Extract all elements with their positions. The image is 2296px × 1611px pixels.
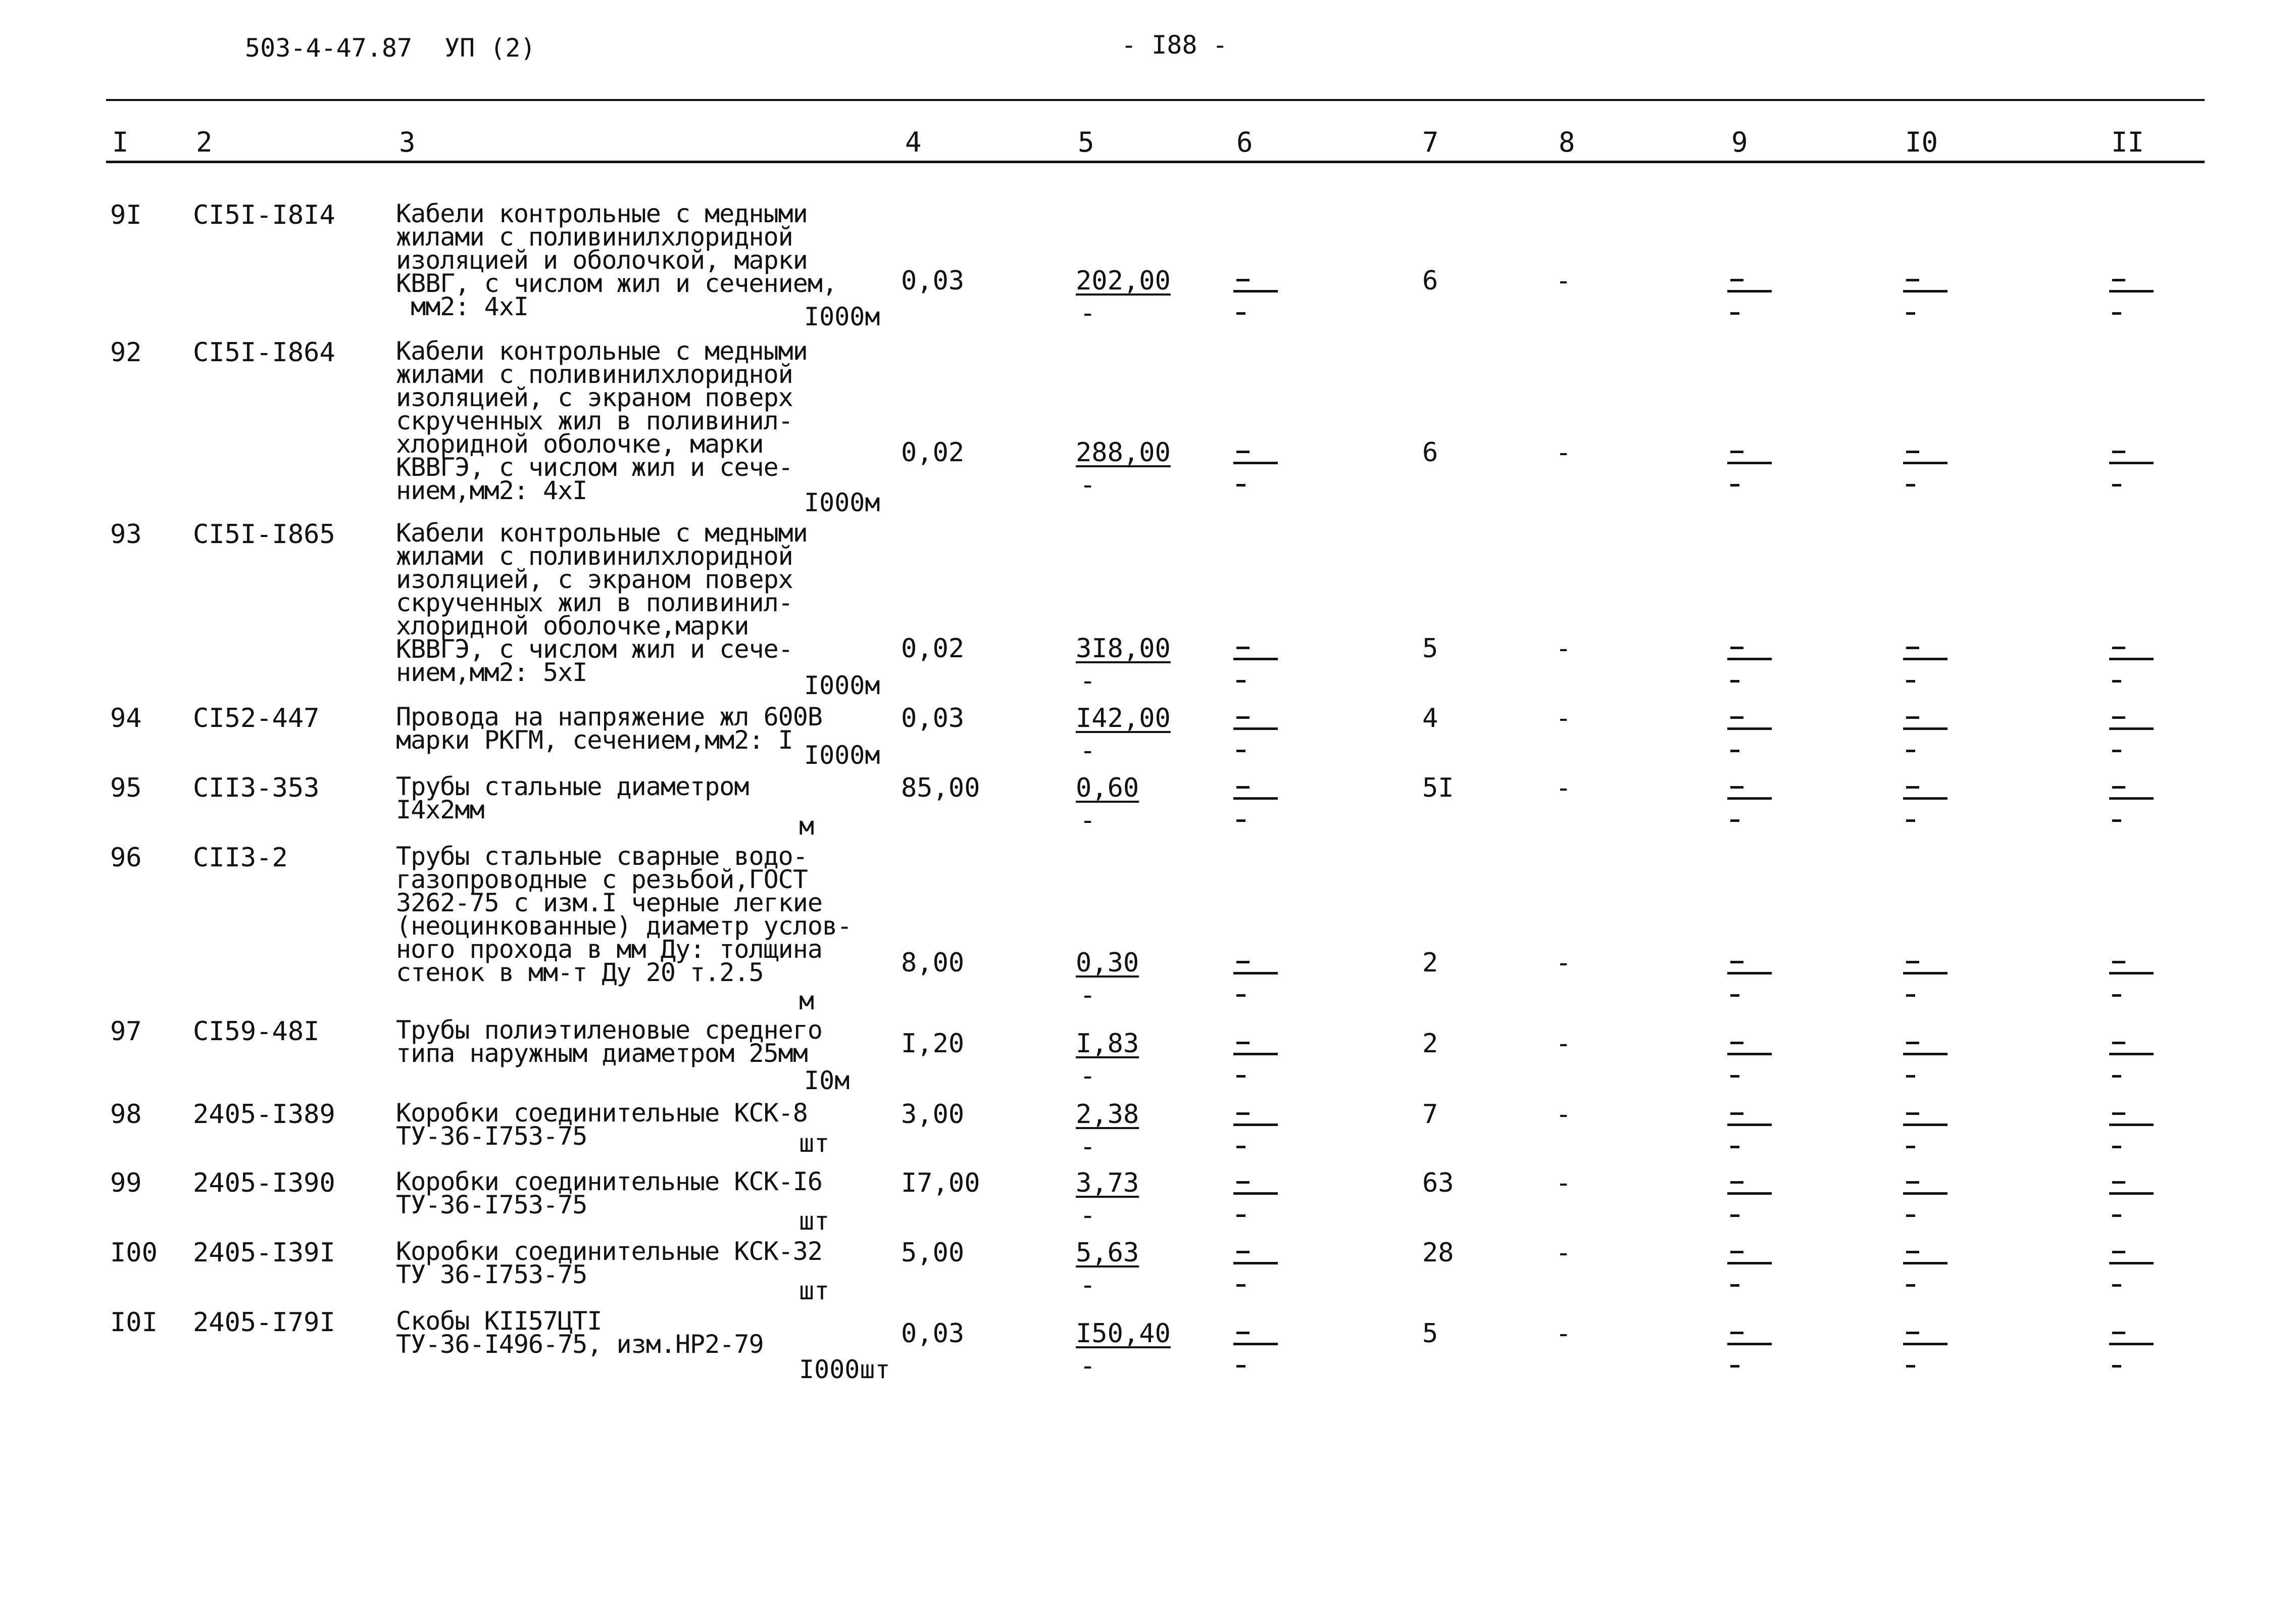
col-9-empty-mark bbox=[1727, 1099, 1773, 1150]
col-6-empty-mark bbox=[1233, 1238, 1279, 1288]
col-9-empty-mark bbox=[1727, 266, 1773, 316]
unit-price: 202,00 bbox=[1076, 266, 1171, 296]
dash-top-stroke bbox=[1236, 961, 1250, 963]
quantity: 0,03 bbox=[901, 266, 965, 296]
dash-underline-stroke bbox=[1903, 1124, 1948, 1126]
header-rule bbox=[106, 161, 2205, 163]
unit-of-measure: шт bbox=[799, 1206, 830, 1236]
dash-underline-stroke bbox=[1233, 1053, 1278, 1055]
col-3-header: 3 bbox=[399, 126, 416, 158]
dash-top-stroke bbox=[2112, 961, 2125, 963]
dash-bottom-stroke bbox=[1730, 1075, 1739, 1078]
dash-bottom-stroke bbox=[1906, 1284, 1915, 1287]
col-11-empty-mark bbox=[2109, 773, 2155, 823]
col-10-empty-mark bbox=[1903, 1319, 1949, 1369]
col-7-value: 63 bbox=[1422, 1168, 1454, 1198]
dash-top-stroke bbox=[1730, 279, 1743, 281]
col-6-header: 6 bbox=[1236, 126, 1253, 158]
row-number: 94 bbox=[110, 703, 142, 734]
dash-bottom-stroke bbox=[1236, 994, 1245, 997]
dash-underline-stroke bbox=[1727, 658, 1772, 660]
dash-underline-stroke bbox=[1727, 972, 1772, 974]
dash-bottom-stroke bbox=[1236, 1214, 1245, 1217]
col-11-empty-mark bbox=[2109, 1029, 2155, 1079]
dash-top-stroke bbox=[1236, 451, 1250, 453]
col-8-dash: - bbox=[1556, 773, 1572, 803]
dash-underline-stroke bbox=[2109, 290, 2154, 292]
rate-code: 2405-I39I bbox=[193, 1238, 335, 1268]
dash-bottom-stroke bbox=[2112, 1284, 2121, 1287]
dash-bottom-stroke bbox=[1906, 1146, 1915, 1148]
quantity: 5,00 bbox=[901, 1238, 965, 1268]
dash-top-stroke bbox=[1906, 1332, 1919, 1334]
col-11-empty-mark bbox=[2109, 703, 2155, 754]
unit-of-measure: м bbox=[799, 811, 815, 841]
unit-price-denominator: - bbox=[1080, 1270, 1096, 1300]
dash-bottom-stroke bbox=[1906, 680, 1915, 682]
dash-bottom-stroke bbox=[1730, 750, 1739, 752]
dash-top-stroke bbox=[1236, 1042, 1250, 1044]
col-9-empty-mark bbox=[1727, 437, 1773, 488]
item-description: Скобы КII57ЦТI ТУ-36-I496-75, изм.НР2-79 bbox=[396, 1306, 764, 1359]
dash-bottom-stroke bbox=[1906, 312, 1915, 315]
col-11-empty-mark bbox=[2109, 1099, 2155, 1150]
col-2-header: 2 bbox=[196, 126, 213, 158]
dash-top-stroke bbox=[2112, 1042, 2125, 1044]
unit-price: I42,00 bbox=[1076, 703, 1171, 734]
col-6-empty-mark bbox=[1233, 948, 1279, 998]
quantity: 0,03 bbox=[901, 703, 965, 734]
dash-top-stroke bbox=[1236, 1181, 1250, 1184]
col-8-dash: - bbox=[1556, 703, 1572, 734]
dash-top-stroke bbox=[2112, 1112, 2125, 1115]
unit-price-denominator: - bbox=[1080, 1351, 1096, 1381]
dash-top-stroke bbox=[1236, 647, 1250, 649]
col-8-dash: - bbox=[1556, 1099, 1572, 1130]
rate-code: CI52-447 bbox=[193, 703, 320, 734]
top-rule bbox=[106, 99, 2205, 101]
dash-underline-stroke bbox=[1727, 797, 1772, 800]
dash-underline-stroke bbox=[1903, 727, 1948, 730]
dash-underline-stroke bbox=[1727, 727, 1772, 730]
unit-of-measure: I000м bbox=[804, 671, 880, 700]
row-number: 92 bbox=[110, 337, 142, 368]
col-9-empty-mark bbox=[1727, 633, 1773, 684]
quantity: 0,02 bbox=[901, 437, 965, 468]
unit-price-denominator: - bbox=[1080, 805, 1096, 836]
dash-underline-stroke bbox=[1903, 1053, 1948, 1055]
col-11-empty-mark bbox=[2109, 948, 2155, 998]
dash-top-stroke bbox=[1730, 716, 1743, 719]
unit-of-measure: I000м bbox=[804, 302, 880, 331]
quantity: 0,02 bbox=[901, 633, 965, 664]
dash-bottom-stroke bbox=[1730, 1214, 1739, 1217]
dash-top-stroke bbox=[1906, 647, 1919, 649]
col-7-value: 28 bbox=[1422, 1238, 1454, 1268]
col-9-empty-mark bbox=[1727, 1238, 1773, 1288]
dash-underline-stroke bbox=[1727, 1262, 1772, 1264]
dash-underline-stroke bbox=[2109, 1192, 2154, 1195]
dash-underline-stroke bbox=[1233, 658, 1278, 660]
dash-top-stroke bbox=[2112, 279, 2125, 281]
col-9-empty-mark bbox=[1727, 703, 1773, 754]
unit-price: I50,40 bbox=[1076, 1319, 1171, 1349]
col-11-empty-mark bbox=[2109, 266, 2155, 316]
row-number: 9I bbox=[110, 200, 142, 230]
dash-bottom-stroke bbox=[1906, 994, 1915, 997]
rate-code: 2405-I79I bbox=[193, 1307, 335, 1338]
dash-underline-stroke bbox=[1903, 1192, 1948, 1195]
dash-top-stroke bbox=[1730, 1042, 1743, 1044]
row-number: I0I bbox=[110, 1307, 158, 1338]
row-number: 93 bbox=[110, 519, 142, 550]
dash-top-stroke bbox=[1730, 1112, 1743, 1115]
unit-price: 2,38 bbox=[1076, 1099, 1139, 1130]
dash-underline-stroke bbox=[2109, 462, 2154, 464]
dash-bottom-stroke bbox=[2112, 750, 2121, 752]
dash-top-stroke bbox=[1236, 1112, 1250, 1115]
dash-top-stroke bbox=[1730, 1181, 1743, 1184]
col-10-empty-mark bbox=[1903, 1238, 1949, 1288]
dash-underline-stroke bbox=[1903, 797, 1948, 800]
col-6-empty-mark bbox=[1233, 266, 1279, 316]
item-description: Коробки соединительные КСК-8 ТУ-36-I753-75 bbox=[396, 1098, 808, 1151]
dash-top-stroke bbox=[1906, 1042, 1919, 1044]
unit-price-denominator: - bbox=[1080, 666, 1096, 696]
dash-bottom-stroke bbox=[1236, 750, 1245, 752]
col-7-value: 6 bbox=[1422, 266, 1438, 296]
unit-of-measure: шт bbox=[799, 1276, 830, 1305]
dash-underline-stroke bbox=[1233, 797, 1278, 800]
dash-underline-stroke bbox=[2109, 972, 2154, 974]
rate-code: CI5I-I864 bbox=[193, 337, 335, 368]
dash-underline-stroke bbox=[1233, 1343, 1278, 1345]
unit-price: 3I8,00 bbox=[1076, 633, 1171, 664]
col-4-header: 4 bbox=[905, 126, 922, 158]
dash-bottom-stroke bbox=[1730, 1284, 1739, 1287]
col-7-header: 7 bbox=[1422, 126, 1439, 158]
unit-price: 0,60 bbox=[1076, 773, 1139, 803]
col-6-empty-mark bbox=[1233, 703, 1279, 754]
dash-underline-stroke bbox=[1233, 1124, 1278, 1126]
dash-top-stroke bbox=[2112, 1181, 2125, 1184]
col-11-header: II bbox=[2111, 126, 2144, 158]
row-number: 96 bbox=[110, 843, 142, 873]
col-8-header: 8 bbox=[1559, 126, 1575, 158]
unit-of-measure: I000м bbox=[804, 741, 880, 770]
dash-underline-stroke bbox=[1233, 1192, 1278, 1195]
unit-price-denominator: - bbox=[1080, 298, 1096, 328]
col-5-header: 5 bbox=[1078, 126, 1094, 158]
item-description: Коробки соединительные КСК-32 ТУ 36-I753-75 bbox=[396, 1237, 822, 1289]
item-description: Коробки соединительные КСК-I6 ТУ-36-I753-75 bbox=[396, 1167, 822, 1219]
col-7-value: 6 bbox=[1422, 437, 1438, 468]
dash-top-stroke bbox=[1730, 647, 1743, 649]
dash-bottom-stroke bbox=[2112, 312, 2121, 315]
col-11-empty-mark bbox=[2109, 633, 2155, 684]
dash-bottom-stroke bbox=[2112, 994, 2121, 997]
dash-bottom-stroke bbox=[1236, 819, 1245, 822]
col-10-empty-mark bbox=[1903, 437, 1949, 488]
dash-top-stroke bbox=[2112, 451, 2125, 453]
col-10-empty-mark bbox=[1903, 1029, 1949, 1079]
dash-bottom-stroke bbox=[1730, 680, 1739, 682]
col-8-dash: - bbox=[1556, 1319, 1572, 1349]
col-6-empty-mark bbox=[1233, 1029, 1279, 1079]
dash-top-stroke bbox=[1906, 1251, 1919, 1253]
dash-underline-stroke bbox=[1727, 1124, 1772, 1126]
col-6-empty-mark bbox=[1233, 1168, 1279, 1218]
item-description: Кабели контрольные с медными жилами с поливинилхлоридной изоляцией и оболочкой, марки КВВГ, с числом жил и сечением, мм2: 4xI bbox=[396, 199, 837, 321]
rate-code: 2405-I389 bbox=[193, 1099, 335, 1130]
col-8-dash: - bbox=[1556, 1238, 1572, 1268]
dash-underline-stroke bbox=[1727, 1192, 1772, 1195]
item-description: Кабели контрольные с медными жилами с поливинилхлоридной изоляцией, с экраном поверх скрученных жил в поливинил- хлоридной оболочке,марки КВВГЭ, с числом жил и сече- нием,мм2: 5xI bbox=[396, 518, 808, 687]
unit-of-measure: I000м bbox=[804, 488, 880, 517]
page-number: - I88 - bbox=[1121, 30, 1228, 60]
dash-bottom-stroke bbox=[1236, 1146, 1245, 1148]
dash-top-stroke bbox=[1730, 961, 1743, 963]
col-9-empty-mark bbox=[1727, 773, 1773, 823]
unit-price-denominator: - bbox=[1080, 1132, 1096, 1162]
col-7-value: 4 bbox=[1422, 703, 1438, 734]
dash-top-stroke bbox=[1906, 1112, 1919, 1115]
dash-underline-stroke bbox=[1233, 727, 1278, 730]
unit-price: 5,63 bbox=[1076, 1238, 1139, 1268]
dash-underline-stroke bbox=[2109, 1053, 2154, 1055]
dash-bottom-stroke bbox=[1236, 312, 1245, 315]
dash-underline-stroke bbox=[1233, 462, 1278, 464]
unit-price-denominator: - bbox=[1080, 736, 1096, 766]
dash-top-stroke bbox=[1906, 786, 1919, 789]
row-number: I00 bbox=[110, 1238, 158, 1268]
dash-top-stroke bbox=[1730, 786, 1743, 789]
dash-top-stroke bbox=[2112, 716, 2125, 719]
unit-price-denominator: - bbox=[1080, 980, 1096, 1010]
dash-bottom-stroke bbox=[2112, 819, 2121, 822]
dash-top-stroke bbox=[1236, 716, 1250, 719]
col-11-empty-mark bbox=[2109, 1319, 2155, 1369]
dash-bottom-stroke bbox=[1906, 1075, 1915, 1078]
dash-underline-stroke bbox=[1233, 972, 1278, 974]
dash-bottom-stroke bbox=[1236, 1075, 1245, 1078]
dash-top-stroke bbox=[1236, 279, 1250, 281]
dash-underline-stroke bbox=[1903, 462, 1948, 464]
dash-bottom-stroke bbox=[2112, 1214, 2121, 1217]
dash-underline-stroke bbox=[1903, 658, 1948, 660]
item-description: Трубы стальные диаметром I4x2мм bbox=[396, 772, 749, 824]
unit-of-measure: I000шт bbox=[799, 1355, 890, 1384]
dash-bottom-stroke bbox=[2112, 1075, 2121, 1078]
col-10-header: I0 bbox=[1905, 126, 1938, 158]
col-8-dash: - bbox=[1556, 266, 1572, 296]
rate-code: CI5I-I865 bbox=[193, 519, 335, 550]
item-description: Провода на напряжение жл 600В марки РКГМ, сечением,мм2: I bbox=[396, 702, 822, 755]
dash-underline-stroke bbox=[2109, 658, 2154, 660]
dash-underline-stroke bbox=[1903, 1262, 1948, 1264]
col-11-empty-mark bbox=[2109, 1168, 2155, 1218]
dash-top-stroke bbox=[1730, 1251, 1743, 1253]
album-label: УП (2) bbox=[444, 33, 536, 63]
dash-bottom-stroke bbox=[1730, 1146, 1739, 1148]
col-9-empty-mark bbox=[1727, 1029, 1773, 1079]
unit-of-measure: шт bbox=[799, 1129, 830, 1158]
dash-top-stroke bbox=[1730, 1332, 1743, 1334]
dash-underline-stroke bbox=[2109, 797, 2154, 800]
dash-top-stroke bbox=[1906, 716, 1919, 719]
col-7-value: 2 bbox=[1422, 1029, 1438, 1059]
rate-code: CII3-353 bbox=[193, 773, 320, 803]
col-7-value: 2 bbox=[1422, 948, 1438, 978]
unit-price: 288,00 bbox=[1076, 437, 1171, 468]
dash-underline-stroke bbox=[1727, 290, 1772, 292]
dash-top-stroke bbox=[1730, 451, 1743, 453]
rate-code: CI59-48I bbox=[193, 1016, 320, 1047]
col-6-empty-mark bbox=[1233, 633, 1279, 684]
col-7-value: 7 bbox=[1422, 1099, 1438, 1130]
dash-bottom-stroke bbox=[1906, 484, 1915, 486]
dash-bottom-stroke bbox=[2112, 680, 2121, 682]
dash-bottom-stroke bbox=[1730, 994, 1739, 997]
unit-price: I,83 bbox=[1076, 1029, 1139, 1059]
dash-bottom-stroke bbox=[1906, 1365, 1915, 1368]
dash-top-stroke bbox=[1236, 1332, 1250, 1334]
dash-bottom-stroke bbox=[2112, 1146, 2121, 1148]
col-11-empty-mark bbox=[2109, 437, 2155, 488]
dash-bottom-stroke bbox=[1730, 1365, 1739, 1368]
dash-top-stroke bbox=[2112, 647, 2125, 649]
row-number: 99 bbox=[110, 1168, 142, 1198]
quantity: 85,00 bbox=[901, 773, 980, 803]
col-8-dash: - bbox=[1556, 633, 1572, 664]
col-10-empty-mark bbox=[1903, 266, 1949, 316]
col-7-value: 5I bbox=[1422, 773, 1454, 803]
col-10-empty-mark bbox=[1903, 1099, 1949, 1150]
dash-bottom-stroke bbox=[1730, 819, 1739, 822]
item-description: Трубы полиэтиленовые среднего типа наружным диаметром 25мм bbox=[396, 1015, 822, 1068]
dash-bottom-stroke bbox=[1906, 819, 1915, 822]
dash-underline-stroke bbox=[2109, 727, 2154, 730]
dash-bottom-stroke bbox=[1906, 750, 1915, 752]
col-7-value: 5 bbox=[1422, 1319, 1438, 1349]
col-7-value: 5 bbox=[1422, 633, 1438, 664]
quantity: 3,00 bbox=[901, 1099, 965, 1130]
rate-code: CII3-2 bbox=[193, 843, 288, 873]
quantity: I,20 bbox=[901, 1029, 965, 1059]
dash-top-stroke bbox=[1906, 451, 1919, 453]
dash-top-stroke bbox=[2112, 1332, 2125, 1334]
dash-bottom-stroke bbox=[1730, 484, 1739, 486]
dash-underline-stroke bbox=[1903, 290, 1948, 292]
document-code: 503-4-47.87 bbox=[245, 33, 413, 63]
dash-bottom-stroke bbox=[1236, 1284, 1245, 1287]
unit-of-measure: I0м bbox=[804, 1066, 850, 1095]
dash-underline-stroke bbox=[1233, 1262, 1278, 1264]
dash-underline-stroke bbox=[1727, 1343, 1772, 1345]
dash-top-stroke bbox=[1236, 786, 1250, 789]
row-number: 98 bbox=[110, 1099, 142, 1130]
dash-underline-stroke bbox=[2109, 1262, 2154, 1264]
col-10-empty-mark bbox=[1903, 948, 1949, 998]
dash-underline-stroke bbox=[1903, 1343, 1948, 1345]
dash-top-stroke bbox=[2112, 1251, 2125, 1253]
dash-bottom-stroke bbox=[1730, 312, 1739, 315]
dash-underline-stroke bbox=[1233, 290, 1278, 292]
col-10-empty-mark bbox=[1903, 703, 1949, 754]
col-8-dash: - bbox=[1556, 1168, 1572, 1198]
row-number: 97 bbox=[110, 1016, 142, 1047]
col-9-header: 9 bbox=[1731, 126, 1748, 158]
col-10-empty-mark bbox=[1903, 773, 1949, 823]
col-10-empty-mark bbox=[1903, 633, 1949, 684]
row-number: 95 bbox=[110, 773, 142, 803]
col-9-empty-mark bbox=[1727, 1319, 1773, 1369]
rate-code: CI5I-I8I4 bbox=[193, 200, 335, 230]
col-6-empty-mark bbox=[1233, 773, 1279, 823]
unit-price: 0,30 bbox=[1076, 948, 1139, 978]
dash-top-stroke bbox=[1906, 279, 1919, 281]
item-description: Трубы стальные сварные водо- газопроводные с резьбой,ГОСТ 3262-75 с изм.I черные легкие (неоцинкованные) диаметр услов- ного прохода в мм Ду: толщина стенок в мм-т Ду 20 т.2.5 bbox=[396, 842, 852, 987]
dash-top-stroke bbox=[1906, 1181, 1919, 1184]
item-description: Кабели контрольные с медными жилами с поливинилхлоридной изоляцией, с экраном поверх скрученных жил в поливинил- хлоридной оболочке, марки КВВГЭ, с числом жил и сече- нием,мм2: 4xI bbox=[396, 336, 808, 505]
quantity: 0,03 bbox=[901, 1319, 965, 1349]
dash-bottom-stroke bbox=[1236, 484, 1245, 486]
dash-bottom-stroke bbox=[2112, 1365, 2121, 1368]
quantity: 8,00 bbox=[901, 948, 965, 978]
dash-bottom-stroke bbox=[1906, 1214, 1915, 1217]
dash-top-stroke bbox=[1236, 1251, 1250, 1253]
col-11-empty-mark bbox=[2109, 1238, 2155, 1288]
unit-of-measure: м bbox=[799, 986, 815, 1015]
col-6-empty-mark bbox=[1233, 1319, 1279, 1369]
col-9-empty-mark bbox=[1727, 948, 1773, 998]
col-10-empty-mark bbox=[1903, 1168, 1949, 1218]
unit-price-denominator: - bbox=[1080, 1061, 1096, 1091]
unit-price-denominator: - bbox=[1080, 470, 1096, 500]
col-9-empty-mark bbox=[1727, 1168, 1773, 1218]
unit-price-denominator: - bbox=[1080, 1200, 1096, 1231]
col-8-dash: - bbox=[1556, 1029, 1572, 1059]
col-6-empty-mark bbox=[1233, 437, 1279, 488]
dash-top-stroke bbox=[1906, 961, 1919, 963]
dash-bottom-stroke bbox=[1236, 680, 1245, 682]
dash-bottom-stroke bbox=[2112, 484, 2121, 486]
dash-bottom-stroke bbox=[1236, 1365, 1245, 1368]
rate-code: 2405-I390 bbox=[193, 1168, 335, 1198]
dash-underline-stroke bbox=[1727, 1053, 1772, 1055]
dash-underline-stroke bbox=[2109, 1124, 2154, 1126]
dash-underline-stroke bbox=[1903, 972, 1948, 974]
col-8-dash: - bbox=[1556, 437, 1572, 468]
col-6-empty-mark bbox=[1233, 1099, 1279, 1150]
dash-underline-stroke bbox=[1727, 462, 1772, 464]
col-1-header: I bbox=[112, 126, 129, 158]
dash-underline-stroke bbox=[2109, 1343, 2154, 1345]
unit-price: 3,73 bbox=[1076, 1168, 1139, 1198]
col-8-dash: - bbox=[1556, 948, 1572, 978]
dash-top-stroke bbox=[2112, 786, 2125, 789]
quantity: I7,00 bbox=[901, 1168, 980, 1198]
